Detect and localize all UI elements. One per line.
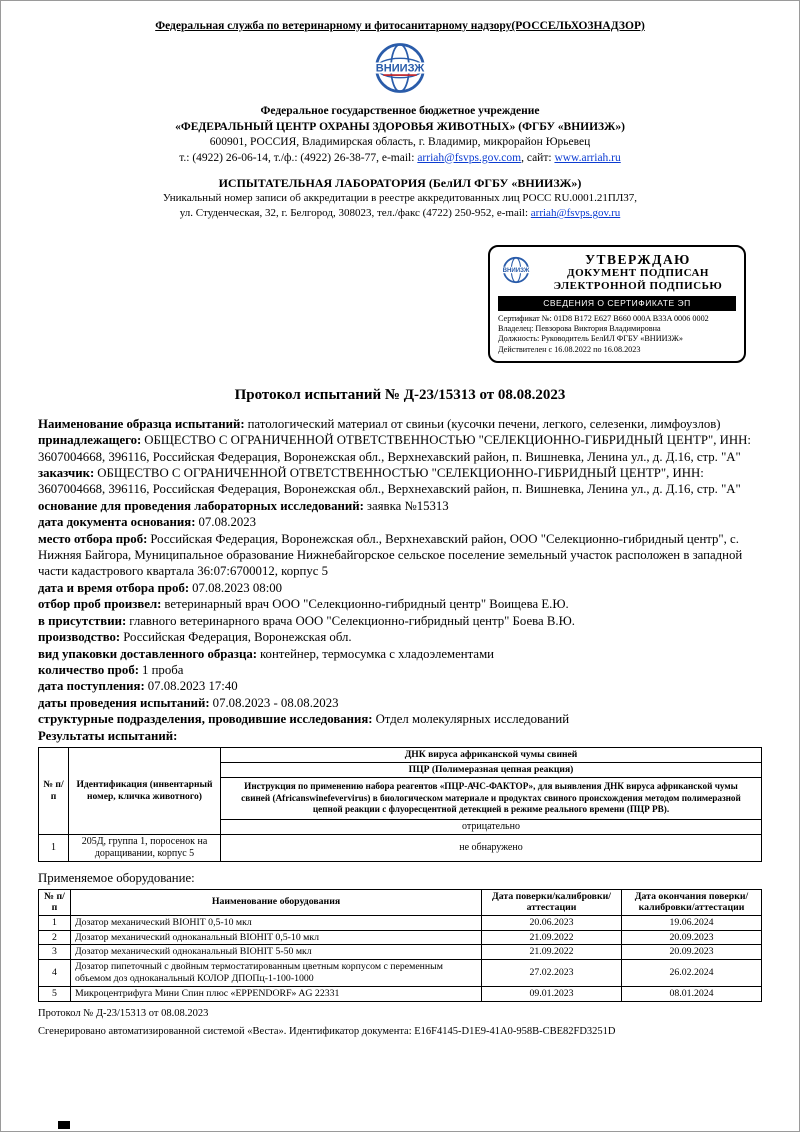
results-instruction-header: Инструкция по применению набора реагентов «ПЦР-АЧС-ФАКТОР», для выявления ДНК вируса африканской чумы свиней (Africanswinefevervirus) в биологическом материале и продуктах свиного происхождения методом полимеразной цепной реакции с флуоресцентной детекцией в режиме реального времени (ПЦР РВ).: [221, 777, 762, 819]
field-label: дата и время отбора проб:: [38, 580, 190, 595]
svg-text:ВНИИЗЖ: ВНИИЗЖ: [375, 62, 425, 75]
result-row-value: не обнаружено: [221, 834, 762, 861]
equipment-date1: 21.09.2022: [482, 930, 622, 945]
equipment-col-name: Наименование оборудования: [71, 889, 482, 915]
results-col-id-header: Идентификация (инвентарный номер, кличка животного): [69, 747, 221, 834]
field-value: 1 проба: [141, 662, 184, 677]
field-packaging: [38, 646, 762, 662]
equipment-date2: 26.02.2024: [622, 960, 762, 987]
field-witness: [38, 613, 762, 629]
equipment-date1: 09.01.2023: [482, 986, 622, 1001]
svg-text:ВНИИЗЖ: ВНИИЗЖ: [502, 266, 530, 274]
field-departments: [38, 711, 762, 727]
org-site-link[interactable]: www.arriah.ru: [554, 151, 621, 164]
results-table: [38, 747, 762, 862]
vniizh-logo-icon: [364, 41, 436, 100]
table-row: [39, 915, 762, 930]
equipment-num: 1: [39, 915, 71, 930]
field-label: отбор проб произвел:: [38, 597, 162, 612]
field-value: главного ветеринарного врача ООО "Селекционно-гибридный центр" Боева В.Ю.: [129, 613, 575, 628]
stamp-signed-line2: ЭЛЕКТРОННОЙ ПОДПИСЬЮ: [553, 279, 723, 292]
equipment-date2: 19.06.2024: [622, 915, 762, 930]
field-label: в присутствии:: [38, 613, 127, 628]
results-method-header: ПЦР (Полимеразная цепная реакция): [221, 762, 762, 777]
equipment-name: Дозатор механический одноканальный ВIОНIТ 5-50 мкл: [71, 945, 482, 960]
field-owner: [38, 432, 762, 465]
field-production: [38, 629, 762, 645]
field-value: Российская Федерация, Воронежская обл.: [123, 630, 352, 645]
equipment-num: 3: [39, 945, 71, 960]
field-sampling-place: [38, 531, 762, 580]
equipment-col-date1: Дата поверки/калибровки/аттестации: [482, 889, 622, 915]
page-corner-mark: [58, 1121, 70, 1129]
field-label: количество проб:: [38, 662, 139, 677]
footer-generated-note: Сгенерировано автоматизированной системой «Веста». Идентификатор документа: E16F4145-D1E9-41A0-958B-CBE82FD3251D: [38, 1026, 616, 1037]
field-sample-count: [38, 662, 762, 678]
contacts-prefix: т.: (4922) 26-06-14, т./ф.: (4922) 26-38-77, e-mail:: [179, 151, 418, 164]
equipment-date2: 08.01.2024: [622, 986, 762, 1001]
field-basis-date: [38, 514, 762, 530]
field-label: вид упаковки доставленного образца:: [38, 646, 257, 661]
lab-address-prefix: ул. Студенческая, 32, г. Белгород, 308023, тел./факс (4722) 250-952, e-mail:: [179, 207, 531, 219]
stamp-top: [498, 252, 736, 292]
field-value: 07.08.2023 - 08.08.2023: [212, 695, 339, 710]
signature-stamp: [488, 245, 746, 363]
field-label: дата документа основания:: [38, 515, 196, 530]
field-value: ОБЩЕСТВО С ОГРАНИЧЕННОЙ ОТВЕТСТВЕННОСТЬЮ "СЕЛЕКЦИОННО-ГИБРИДНЫЙ ЦЕНТР", ИНН: 3607004668, 396116, Российская Федерация, Воронежская обл., Верхнехавский район, п. Вишневка, Ленина ул., д. Д.16, стр. "А": [38, 466, 741, 497]
stamp-approve: УТВЕРЖДАЮ: [585, 252, 691, 267]
table-row: [39, 960, 762, 987]
org-contacts: [38, 151, 762, 167]
field-value: Российская Федерация, Воронежская обл., Верхнехавский район, ООО "Селекционно-гибридный центр", с. Нижняя Байгора, Муниципальное образование Нижнебайгорское сельское поселение земельный участок расположен в западной части кадастрового квартала 36:07:6700012, корпус 5: [38, 531, 743, 579]
field-value: патологический материал от свиньи (кусочки печени, легкого, селезенки, лимфоузлов): [247, 416, 721, 431]
field-label: заказчик:: [38, 466, 95, 481]
certificate-number: Сертификат №: 01D8 B172 E627 B660 000A B33A 0006 0002: [498, 314, 709, 323]
equipment-name: Микроцентрифуга Мини Спин плюс «EPPENDORF» AG 22331: [71, 986, 482, 1001]
lab-email-link[interactable]: arriah@fsvps.gov.ru: [530, 207, 621, 219]
field-basis: [38, 498, 762, 514]
page-title: Протокол испытаний № Д-23/15313 от 08.08.2023: [234, 386, 566, 403]
equipment-num: 5: [39, 986, 71, 1001]
results-norm-header: отрицательно: [221, 819, 762, 834]
field-value: заявка №15313: [366, 498, 449, 513]
certificate-info-bar: СВЕДЕНИЯ О СЕРТИФИКАТЕ ЭП: [498, 296, 736, 311]
field-label: Наименование образца испытаний:: [38, 416, 245, 431]
field-value: контейнер, термосумка с хладоэлементами: [259, 646, 495, 661]
field-label: принадлежащего:: [38, 433, 142, 448]
stamp-logo-icon: [498, 256, 534, 289]
field-value: 07.08.2023 17:40: [147, 679, 238, 694]
equipment-name: Дозатор пипеточный с двойным термостатированным цветным корпусом с переменным объемом доз одноканальный КОЛОР ДПОПц-1-100-1000: [71, 960, 482, 987]
field-sampling-datetime: [38, 580, 762, 596]
field-test-dates: [38, 695, 762, 711]
certificate-validity: Действителен с 16.08.2022 по 16.08.2023: [498, 344, 641, 354]
stamp-head: [540, 252, 736, 292]
field-label: даты проведения испытаний:: [38, 695, 210, 710]
lab-accreditation: Уникальный номер записи об аккредитации в реестре аккредитованных лиц РОСС RU.0001.21ПЛ37,: [162, 192, 638, 204]
org-email-link[interactable]: arriah@fsvps.gov.com: [417, 151, 522, 164]
footer-protocol-number: Протокол № Д-23/15313 от 08.08.2023: [38, 1007, 209, 1019]
results-test-header: ДНК вируса африканской чумы свиней: [221, 747, 762, 762]
equipment-date2: 20.09.2023: [622, 945, 762, 960]
field-label: основание для проведения лабораторных исследований:: [38, 498, 364, 513]
lab-name: ИСПЫТАТЕЛЬНАЯ ЛАБОРАТОРИЯ (БелИЛ ФГБУ «ВНИИЗЖ»): [218, 176, 582, 190]
table-row: [39, 945, 762, 960]
certificate-position: Должность: Руководитель БелИЛ ФГБУ «ВНИИЗЖ»: [498, 334, 683, 344]
table-row: [39, 930, 762, 945]
agency-header: Федеральная служба по ветеринарному и фитосанитарному надзору(РОССЕЛЬХОЗНАДЗОР): [155, 20, 645, 32]
field-label: структурные подразделения, проводившие исследования:: [38, 712, 373, 727]
results-header-row: [39, 747, 762, 762]
table-row: [39, 986, 762, 1001]
equipment-table: [38, 889, 762, 1002]
equipment-name: Дозатор механический одноканальный ВIОНIТ 0,5-10 мкл: [71, 930, 482, 945]
equipment-num: 2: [39, 930, 71, 945]
field-sample-name: [38, 416, 762, 432]
equipment-date2: 20.09.2023: [622, 930, 762, 945]
results-col-num-header: № п/п: [39, 747, 69, 834]
field-value: ОБЩЕСТВО С ОГРАНИЧЕННОЙ ОТВЕТСТВЕННОСТЬЮ "СЕЛЕКЦИОННО-ГИБРИДНЫЙ ЦЕНТР", ИНН: 3607004668, 396116, Российская Федерация, Воронежская обл., Верхнехавский район, п. Вишневка, Ленина ул., д. Д.16, стр. "А": [38, 433, 751, 464]
org-type: Федеральное государственное бюджетное учреждение: [260, 105, 540, 117]
results-section-label: Результаты испытаний:: [38, 728, 178, 743]
field-sampled-by: [38, 596, 762, 612]
lab-address: [38, 206, 762, 221]
equipment-col-date2: Дата окончания поверки/калибровки/аттестации: [622, 889, 762, 915]
field-value: 07.08.2023 08:00: [192, 580, 283, 595]
field-value: ветеринарный врач ООО "Селекционно-гибридный центр" Воищева Е.Ю.: [164, 597, 569, 612]
field-value: 07.08.2023: [198, 515, 257, 530]
equipment-num: 4: [39, 960, 71, 987]
contacts-mid: , сайт:: [521, 151, 555, 164]
field-label: производство:: [38, 630, 121, 645]
stamp-container: [38, 245, 762, 363]
certificate-owner: Владелец: Певзорова Виктория Владимировна: [498, 324, 661, 334]
field-value: Отдел молекулярных исследований: [375, 712, 570, 727]
field-customer: [38, 465, 762, 498]
field-label: место отбора проб:: [38, 531, 148, 546]
equipment-section-label: Применяемое оборудование:: [38, 870, 195, 885]
field-label: дата поступления:: [38, 679, 145, 694]
table-row: [39, 834, 762, 861]
equipment-name: Дозатор механический ВIОНIТ 0,5-10 мкл: [71, 915, 482, 930]
field-received-date: [38, 678, 762, 694]
org-address: 600901, РОССИЯ, Владимирская область, г. Владимир, микрорайон Юрьевец: [209, 136, 591, 148]
stamp-signed-line1: ДОКУМЕНТ ПОДПИСАН: [567, 267, 709, 279]
result-row-id: 205Д, группа 1, поросенок на доращивании, корпус 5: [69, 834, 221, 861]
equipment-date1: 21.09.2022: [482, 945, 622, 960]
equipment-date1: 20.06.2023: [482, 915, 622, 930]
equipment-col-num: № п/п: [39, 889, 71, 915]
org-logo: [38, 41, 762, 100]
org-name: «ФЕДЕРАЛЬНЫЙ ЦЕНТР ОХРАНЫ ЗДОРОВЬЯ ЖИВОТНЫХ» (ФГБУ «ВНИИЗЖ»): [175, 120, 625, 133]
equipment-date1: 27.02.2023: [482, 960, 622, 987]
result-row-num: 1: [39, 834, 69, 861]
equipment-header-row: [39, 889, 762, 915]
